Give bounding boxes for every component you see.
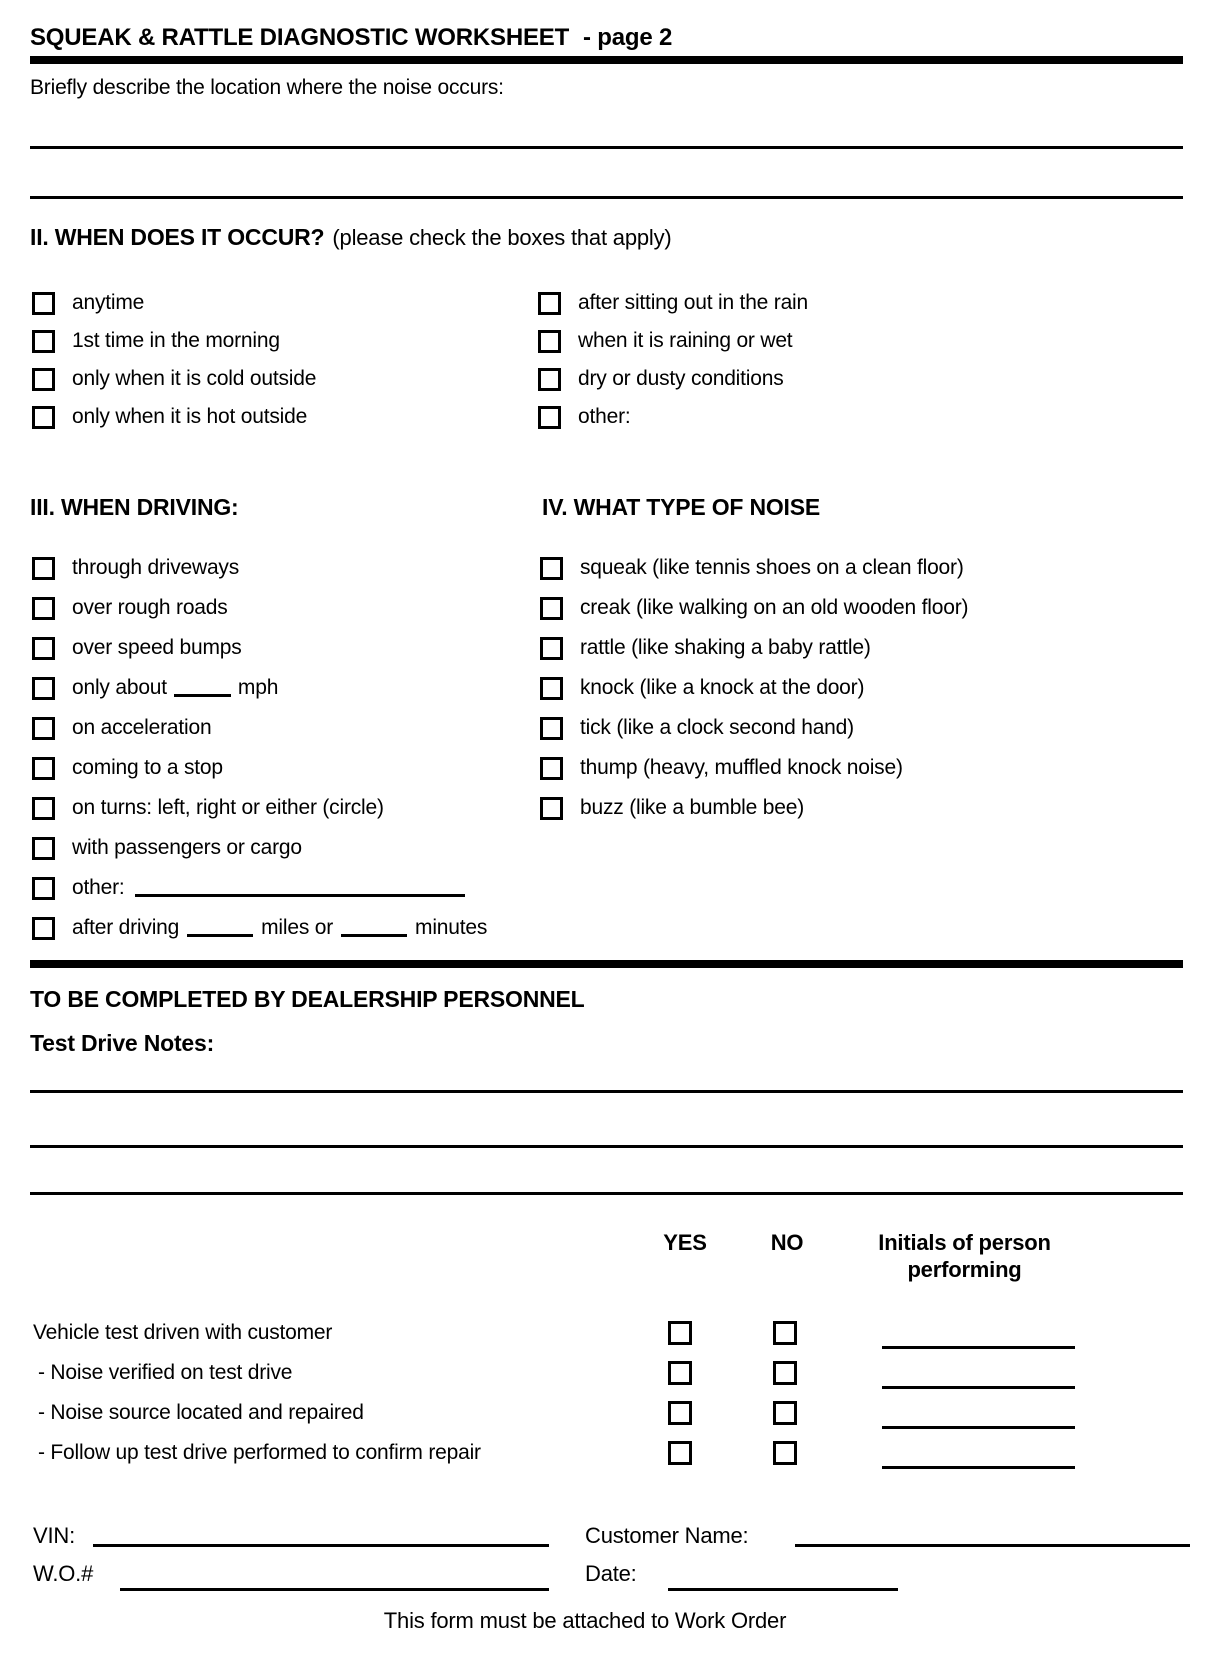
dealership-divider <box>30 960 1183 968</box>
row-label: - Noise verified on test drive <box>38 1361 293 1384</box>
row-label: - Noise source located and repaired <box>38 1401 364 1424</box>
check-label: coming to a stop <box>72 756 223 779</box>
check-item-only-about-mph <box>32 668 487 708</box>
vin-label: VIN: <box>33 1523 75 1548</box>
check-label: rattle (like shaking a baby rattle) <box>580 636 871 659</box>
initials-line[interactable] <box>882 1466 1075 1469</box>
noise-column <box>540 548 968 828</box>
section-occur-heading <box>30 224 672 251</box>
initials-line[interactable] <box>882 1386 1075 1389</box>
mph-blank[interactable] <box>174 680 231 697</box>
wo-line[interactable] <box>120 1588 549 1591</box>
checkbox-rattle[interactable] <box>540 637 563 660</box>
notes-line-1[interactable] <box>30 1090 1183 1093</box>
check-item-through-driveways <box>32 548 487 588</box>
notes-line-2[interactable] <box>30 1145 1183 1148</box>
check-item-anytime <box>32 284 316 322</box>
section-occur-heading-bold: II. WHEN DOES IT OCCUR? <box>30 224 325 250</box>
customer-name-line[interactable] <box>795 1544 1190 1547</box>
checkbox-on-turns[interactable] <box>32 797 55 820</box>
checkbox-through-driveways[interactable] <box>32 557 55 580</box>
date-label: Date: <box>585 1561 637 1586</box>
checkbox-dry-dusty[interactable] <box>538 368 561 391</box>
check-item-first-time-morning <box>32 322 316 360</box>
title-divider <box>30 56 1183 64</box>
row-label: Vehicle test driven with customer <box>33 1321 333 1344</box>
dealership-heading: TO BE COMPLETED BY DEALERSHIP PERSONNEL <box>30 986 585 1012</box>
row-label: - Follow up test drive performed to confirm repair <box>38 1441 481 1464</box>
checkbox-raining-wet[interactable] <box>538 330 561 353</box>
check-item-tick <box>540 708 968 748</box>
check-item-cold-outside <box>32 360 316 398</box>
check-item-rough-roads <box>32 588 487 628</box>
check-item-after-rain <box>538 284 808 322</box>
checkbox-thump[interactable] <box>540 757 563 780</box>
row-followup-test-drive <box>0 1433 1216 1473</box>
test-drive-notes-label: Test Drive Notes: <box>30 1030 215 1056</box>
footer-note: This form must be attached to Work Order <box>383 1608 787 1633</box>
check-label: on acceleration <box>72 716 212 739</box>
checkbox-first-time-morning[interactable] <box>32 330 55 353</box>
checkbox-hot-outside[interactable] <box>32 406 55 429</box>
yes-checkbox[interactable] <box>668 1361 692 1385</box>
section-noise-heading: IV. WHAT TYPE OF NOISE <box>542 494 821 520</box>
check-label: after driving <box>72 916 180 939</box>
initials-column-header <box>862 1229 1067 1283</box>
check-item-on-acceleration <box>32 708 487 748</box>
check-label: 1st time in the morning <box>72 329 280 352</box>
check-item-passengers-cargo <box>32 828 487 868</box>
check-label: on turns: left, right or either (circle) <box>72 796 384 819</box>
check-item-dry-dusty <box>538 360 808 398</box>
yes-checkbox[interactable] <box>668 1321 692 1345</box>
check-item-hot-outside <box>32 398 316 436</box>
row-noise-verified <box>0 1353 1216 1393</box>
page-title <box>30 24 672 52</box>
notes-line-3[interactable] <box>30 1192 1183 1195</box>
driving-column <box>32 548 487 948</box>
check-item-driving-other <box>32 868 487 908</box>
checkbox-speed-bumps[interactable] <box>32 637 55 660</box>
initials-line[interactable] <box>882 1426 1075 1429</box>
no-column-header: NO <box>770 1230 804 1255</box>
checkbox-cold-outside[interactable] <box>32 368 55 391</box>
section-driving-heading: III. WHEN DRIVING: <box>30 494 239 520</box>
check-label: thump (heavy, muffled knock noise) <box>580 756 903 779</box>
yes-column-header: YES <box>663 1230 707 1255</box>
date-line[interactable] <box>668 1588 898 1591</box>
checkbox-after-driving[interactable] <box>32 917 55 940</box>
check-label: when it is raining or wet <box>578 329 793 352</box>
check-label: through driveways <box>72 556 240 579</box>
check-label: dry or dusty conditions <box>578 367 784 390</box>
check-label: knock (like a knock at the door) <box>580 676 865 699</box>
check-label: creak (like walking on an old wooden floor) <box>580 596 969 619</box>
check-item-after-driving <box>32 908 487 948</box>
no-checkbox[interactable] <box>773 1321 797 1345</box>
check-item-coming-to-stop <box>32 748 487 788</box>
initials-header-line2: performing <box>907 1257 1022 1282</box>
no-checkbox[interactable] <box>773 1401 797 1425</box>
minutes-blank[interactable] <box>341 920 407 937</box>
check-item-creak <box>540 588 968 628</box>
occur-left-column <box>32 284 316 436</box>
check-label: only when it is cold outside <box>72 367 317 390</box>
check-label: only about <box>72 676 167 699</box>
other-blank[interactable] <box>135 880 465 897</box>
check-item-squeak <box>540 548 968 588</box>
vin-line[interactable] <box>93 1544 549 1547</box>
check-label: miles or <box>261 916 334 939</box>
checkbox-anytime[interactable] <box>32 292 55 315</box>
customer-name-label: Customer Name: <box>585 1523 749 1548</box>
checkbox-driving-other[interactable] <box>32 877 55 900</box>
check-label: other: <box>578 405 631 428</box>
initials-header-line1: Initials of person <box>878 1230 1051 1255</box>
check-item-on-turns <box>32 788 487 828</box>
no-checkbox[interactable] <box>773 1441 797 1465</box>
checkbox-occur-other[interactable] <box>538 406 561 429</box>
checkbox-passengers-cargo[interactable] <box>32 837 55 860</box>
check-label: buzz (like a bumble bee) <box>580 796 804 819</box>
checkbox-knock[interactable] <box>540 677 563 700</box>
check-label: tick (like a clock second hand) <box>580 716 854 739</box>
checkbox-on-acceleration[interactable] <box>32 717 55 740</box>
check-label: over rough roads <box>72 596 228 619</box>
check-label: other: <box>72 876 125 899</box>
miles-blank[interactable] <box>187 920 253 937</box>
page-title-page: - page 2 <box>583 24 673 51</box>
check-item-rattle <box>540 628 968 668</box>
section-occur-heading-paren: (please check the boxes that apply) <box>332 225 672 250</box>
checkbox-buzz[interactable] <box>540 797 563 820</box>
checkbox-creak[interactable] <box>540 597 563 620</box>
checkbox-after-rain[interactable] <box>538 292 561 315</box>
check-item-raining-wet <box>538 322 808 360</box>
check-label: over speed bumps <box>72 636 242 659</box>
checkbox-rough-roads[interactable] <box>32 597 55 620</box>
check-label: anytime <box>72 291 145 314</box>
occur-right-column <box>538 284 808 436</box>
check-item-occur-other <box>538 398 808 436</box>
checkbox-only-about-mph[interactable] <box>32 677 55 700</box>
yes-checkbox[interactable] <box>668 1441 692 1465</box>
yes-checkbox[interactable] <box>668 1401 692 1425</box>
check-item-knock <box>540 668 968 708</box>
no-checkbox[interactable] <box>773 1361 797 1385</box>
initials-line[interactable] <box>882 1346 1075 1349</box>
check-label: after sitting out in the rain <box>578 291 808 314</box>
checkbox-squeak[interactable] <box>540 557 563 580</box>
check-label: with passengers or cargo <box>72 836 302 859</box>
check-label: only when it is hot outside <box>72 405 308 428</box>
location-line-1[interactable] <box>30 146 1183 149</box>
check-label: squeak (like tennis shoes on a clean floor) <box>580 556 964 579</box>
page-title-main: SQUEAK & RATTLE DIAGNOSTIC WORKSHEET <box>30 24 570 51</box>
check-label: minutes <box>415 916 488 939</box>
check-label: mph <box>237 676 279 699</box>
check-item-buzz <box>540 788 968 828</box>
row-noise-located-repaired <box>0 1393 1216 1433</box>
check-item-speed-bumps <box>32 628 487 668</box>
checkbox-coming-to-stop[interactable] <box>32 757 55 780</box>
row-test-driven <box>0 1313 1216 1353</box>
wo-label: W.O.# <box>33 1561 94 1586</box>
location-line-2[interactable] <box>30 196 1183 199</box>
checkbox-tick[interactable] <box>540 717 563 740</box>
check-item-thump <box>540 748 968 788</box>
location-prompt: Briefly describe the location where the noise occurs: <box>30 76 504 99</box>
